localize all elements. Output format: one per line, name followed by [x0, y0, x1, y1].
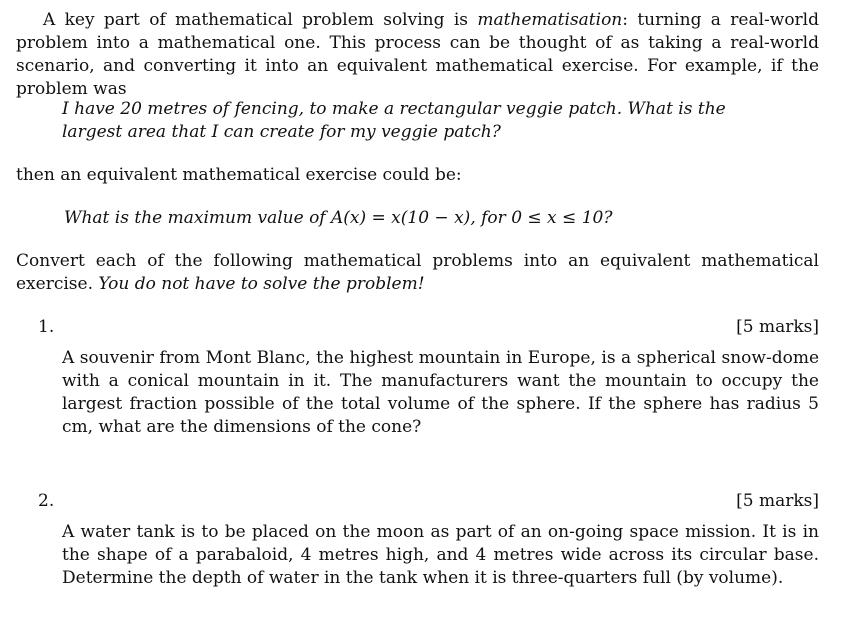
- instruction-text: Convert each of the following mathematical problems into an equivalent mathematical exercise.: [16, 251, 819, 294]
- math-exercise-middle: , for: [470, 208, 512, 228]
- intro-text-start: A key part of mathematical problem solving is: [43, 10, 478, 30]
- math-exercise: [64, 207, 612, 230]
- question-2-text: A water tank is to be placed on the moon as part of an on-going space mission. It is in the shape of a parabaloid, 4 metres high, and 4 metres wide across its circular base. Determine the depth of water in the tank when it is three-quarters full (by volume).: [62, 522, 819, 588]
- math-formula: A(x) = x(10 − x): [331, 208, 471, 228]
- math-exercise-suffix: ?: [603, 208, 613, 228]
- math-exercise-prefix: What is the maximum value of: [64, 208, 331, 228]
- then-line: then an equivalent mathematical exercise could be:: [16, 165, 462, 185]
- question-1-marks: [5 marks]: [736, 317, 819, 337]
- intro-paragraph: [16, 9, 819, 101]
- question-1-number: 1.: [38, 317, 55, 337]
- question-1-text: A souvenir from Mont Blanc, the highest mountain in Europe, is a spherical snow-dome with a conical mountain in it. The manufacturers want the mountain to occupy the largest fraction possible of the total volume of the sphere. If the sphere has radius 5 cm, what are the dimensions of the cone?: [62, 348, 819, 437]
- intro-emphasis: mathematisation: [477, 10, 623, 30]
- instruction-emphasis: You do not have to solve the problem!: [98, 274, 425, 294]
- math-range: 0 ≤ x ≤ 10: [511, 208, 604, 228]
- question-2-marks: [5 marks]: [736, 491, 819, 511]
- question-2-number: 2.: [38, 491, 55, 511]
- instruction-paragraph: [16, 250, 819, 296]
- example-problem-quote: I have 20 metres of fencing, to make a rectangular veggie patch. What is the largest area that I can create for my veggie patch?: [62, 99, 726, 142]
- intro-text-end: : turning a real-world problem into a mathematical one. This process can be thought of as taking a real-world scenario, and converting it into an equivalent mathematical exercise. For example, if the problem was: [16, 10, 819, 99]
